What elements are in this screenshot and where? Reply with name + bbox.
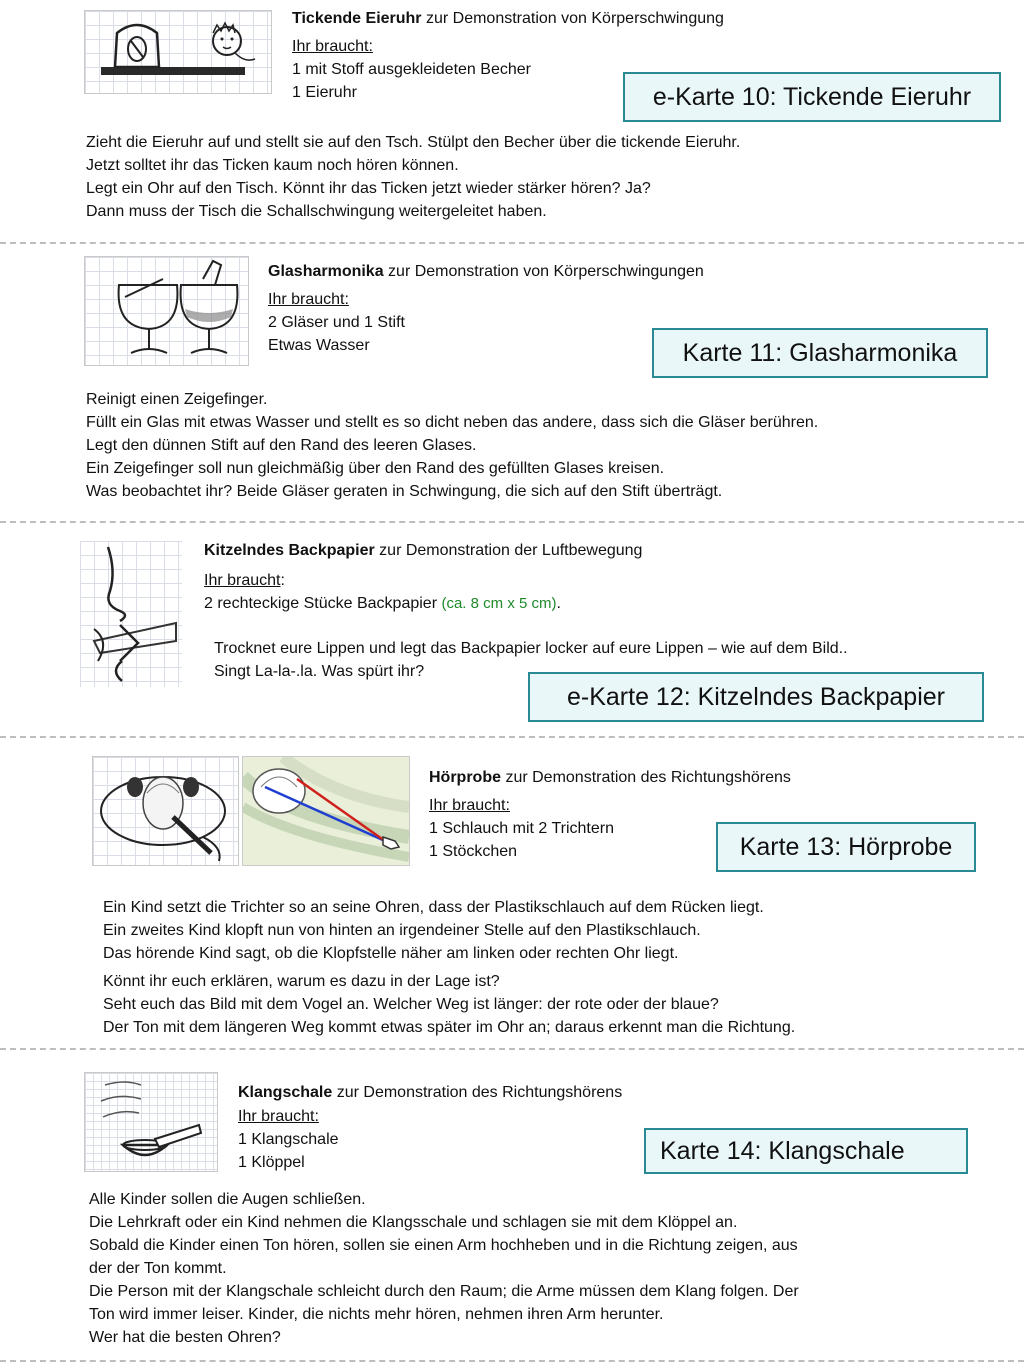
need-end: . xyxy=(556,595,561,612)
section-divider xyxy=(0,1360,1024,1362)
card-label-11: Karte 11: Glasharmonika xyxy=(652,328,988,378)
section-4-body-2 xyxy=(103,970,795,1039)
section-4-need-item: 1 Stöckchen xyxy=(429,843,518,860)
section-1-need-item: 1 mit Stoff ausgekleideten Becher xyxy=(292,61,531,78)
section-1-title: Tickende Eieruhr zur Demonstration von Körperschwingung xyxy=(292,10,724,27)
section-4-needs-label: Ihr braucht: xyxy=(429,797,510,814)
body-line: Die Person mit der Klangschale schleicht durch den Raum; die Arme müssen dem Klang folgen. Der xyxy=(89,1283,799,1300)
section-5-need-item: 1 Klangschale xyxy=(238,1131,339,1148)
body-line: Zieht die Eieruhr auf und stellt sie auf den Tsch. Stülpt den Becher über die tickende Eieruhr. xyxy=(86,134,741,151)
body-line: Der Ton mit dem längeren Weg kommt etwas später im Ohr an; daraus erkennt man die Richtung. xyxy=(103,1019,796,1036)
body-line: Wer hat die besten Ohren? xyxy=(89,1329,281,1346)
body-line: Dann muss der Tisch die Schallschwingung weitergeleitet haben. xyxy=(86,203,547,220)
glass-harmonica-illustration xyxy=(84,256,249,366)
body-line: Ein zweites Kind klopft nun von hinten an irgendeiner Stelle auf den Plastikschlauch. xyxy=(103,922,701,939)
section-5-body xyxy=(89,1188,799,1349)
card-label-13: Karte 13: Hörprobe xyxy=(716,822,976,872)
need-note: (ca. 8 cm x 5 cm) xyxy=(441,595,557,612)
section-3-need-item xyxy=(204,592,561,615)
body-line: Singt La-la-.la. Was spürt ihr? xyxy=(214,663,425,680)
section-3-needs-label xyxy=(204,569,285,592)
section-divider xyxy=(0,1048,1024,1050)
body-line: Alle Kinder sollen die Augen schließen. xyxy=(89,1191,366,1208)
body-line: Die Lehrkraft oder ein Kind nehmen die Klangsschale und schlagen sie mit dem Klöppel an. xyxy=(89,1214,738,1231)
section-4-title: Hörprobe zur Demonstration des Richtungshörens xyxy=(429,769,791,786)
section-4-body xyxy=(103,896,764,965)
body-line: der der Ton kommt. xyxy=(89,1260,227,1277)
section-2-title: Glasharmonika zur Demonstration von Körperschwingungen xyxy=(268,263,704,280)
section-5-title: Klangschale zur Demonstration des Richtungshörens xyxy=(238,1084,623,1101)
body-line: Jetzt solltet ihr das Ticken kaum noch hören können. xyxy=(86,157,459,174)
section-divider xyxy=(0,736,1024,738)
body-line: Seht euch das Bild mit dem Vogel an. Welcher Weg ist länger: der rote oder der blaue? xyxy=(103,996,719,1013)
egg-timer-illustration xyxy=(84,10,272,94)
body-line: Das hörende Kind sagt, ob die Klopfstelle näher am linken oder rechten Ohr liegt. xyxy=(103,945,679,962)
listening-child-illustration xyxy=(92,756,239,866)
body-line: Legt den dünnen Stift auf den Rand des leeren Glases. xyxy=(86,437,477,454)
bird-path-illustration xyxy=(242,756,410,866)
body-line: Ton wird immer leiser. Kinder, die nichts mehr hören, nehmen ihren Arm herunter. xyxy=(89,1306,664,1323)
card-label-14: Karte 14: Klangschale xyxy=(644,1128,968,1174)
need-main: 2 rechteckige Stücke Backpapier xyxy=(204,595,442,612)
card-label-10: e-Karte 10: Tickende Eieruhr xyxy=(623,72,1001,122)
section-divider xyxy=(0,242,1024,244)
section-2-need-item: Etwas Wasser xyxy=(268,337,370,354)
section-2-needs-label: Ihr braucht: xyxy=(268,291,349,308)
section-2-body xyxy=(86,388,818,503)
section-5-need-item: 1 Klöppel xyxy=(238,1154,305,1171)
body-line: Sobald die Kinder einen Ton hören, sollen sie einen Arm hochheben und in die Richtung zeigen, aus xyxy=(89,1237,798,1254)
body-line: Füllt ein Glas mit etwas Wasser und stellt es so dicht neben das andere, dass sich die Gläser berühren. xyxy=(86,414,819,431)
needs-label-text: Ihr braucht xyxy=(204,572,281,589)
section-4-need-item: 1 Schlauch mit 2 Trichtern xyxy=(429,820,614,837)
body-line: Ein Kind setzt die Trichter so an seine Ohren, dass der Plastikschlauch auf dem Rücken liegt. xyxy=(103,899,764,916)
body-line: Reinigt einen Zeigefinger. xyxy=(86,391,268,408)
body-line: Ein Zeigefinger soll nun gleichmäßig über den Rand des gefüllten Glases kreisen. xyxy=(86,460,665,477)
needs-label-colon: : xyxy=(280,572,285,589)
card-label-12: e-Karte 12: Kitzelndes Backpapier xyxy=(528,672,984,722)
section-3-title: Kitzelndes Backpapier zur Demonstration der Luftbewegung xyxy=(204,542,643,559)
singing-bowl-illustration xyxy=(84,1072,218,1172)
section-1-body xyxy=(86,131,740,223)
body-line: Trocknet eure Lippen und legt das Backpapier locker auf eure Lippen – wie auf dem Bild.. xyxy=(214,640,848,657)
section-5-needs-label: Ihr braucht: xyxy=(238,1108,319,1125)
baking-paper-illustration xyxy=(80,541,182,687)
section-1-needs-label: Ihr braucht: xyxy=(292,38,373,55)
body-line: Legt ein Ohr auf den Tisch. Könnt ihr das Ticken jetzt wieder stärker hören? Ja? xyxy=(86,180,651,197)
section-1-need-item: 1 Eieruhr xyxy=(292,84,357,101)
body-line: Könnt ihr euch erklären, warum es dazu in der Lage ist? xyxy=(103,973,500,990)
body-line: Was beobachtet ihr? Beide Gläser geraten in Schwingung, die sich auf den Stift überträgt. xyxy=(86,483,723,500)
section-divider xyxy=(0,521,1024,523)
section-2-need-item: 2 Gläser und 1 Stift xyxy=(268,314,405,331)
